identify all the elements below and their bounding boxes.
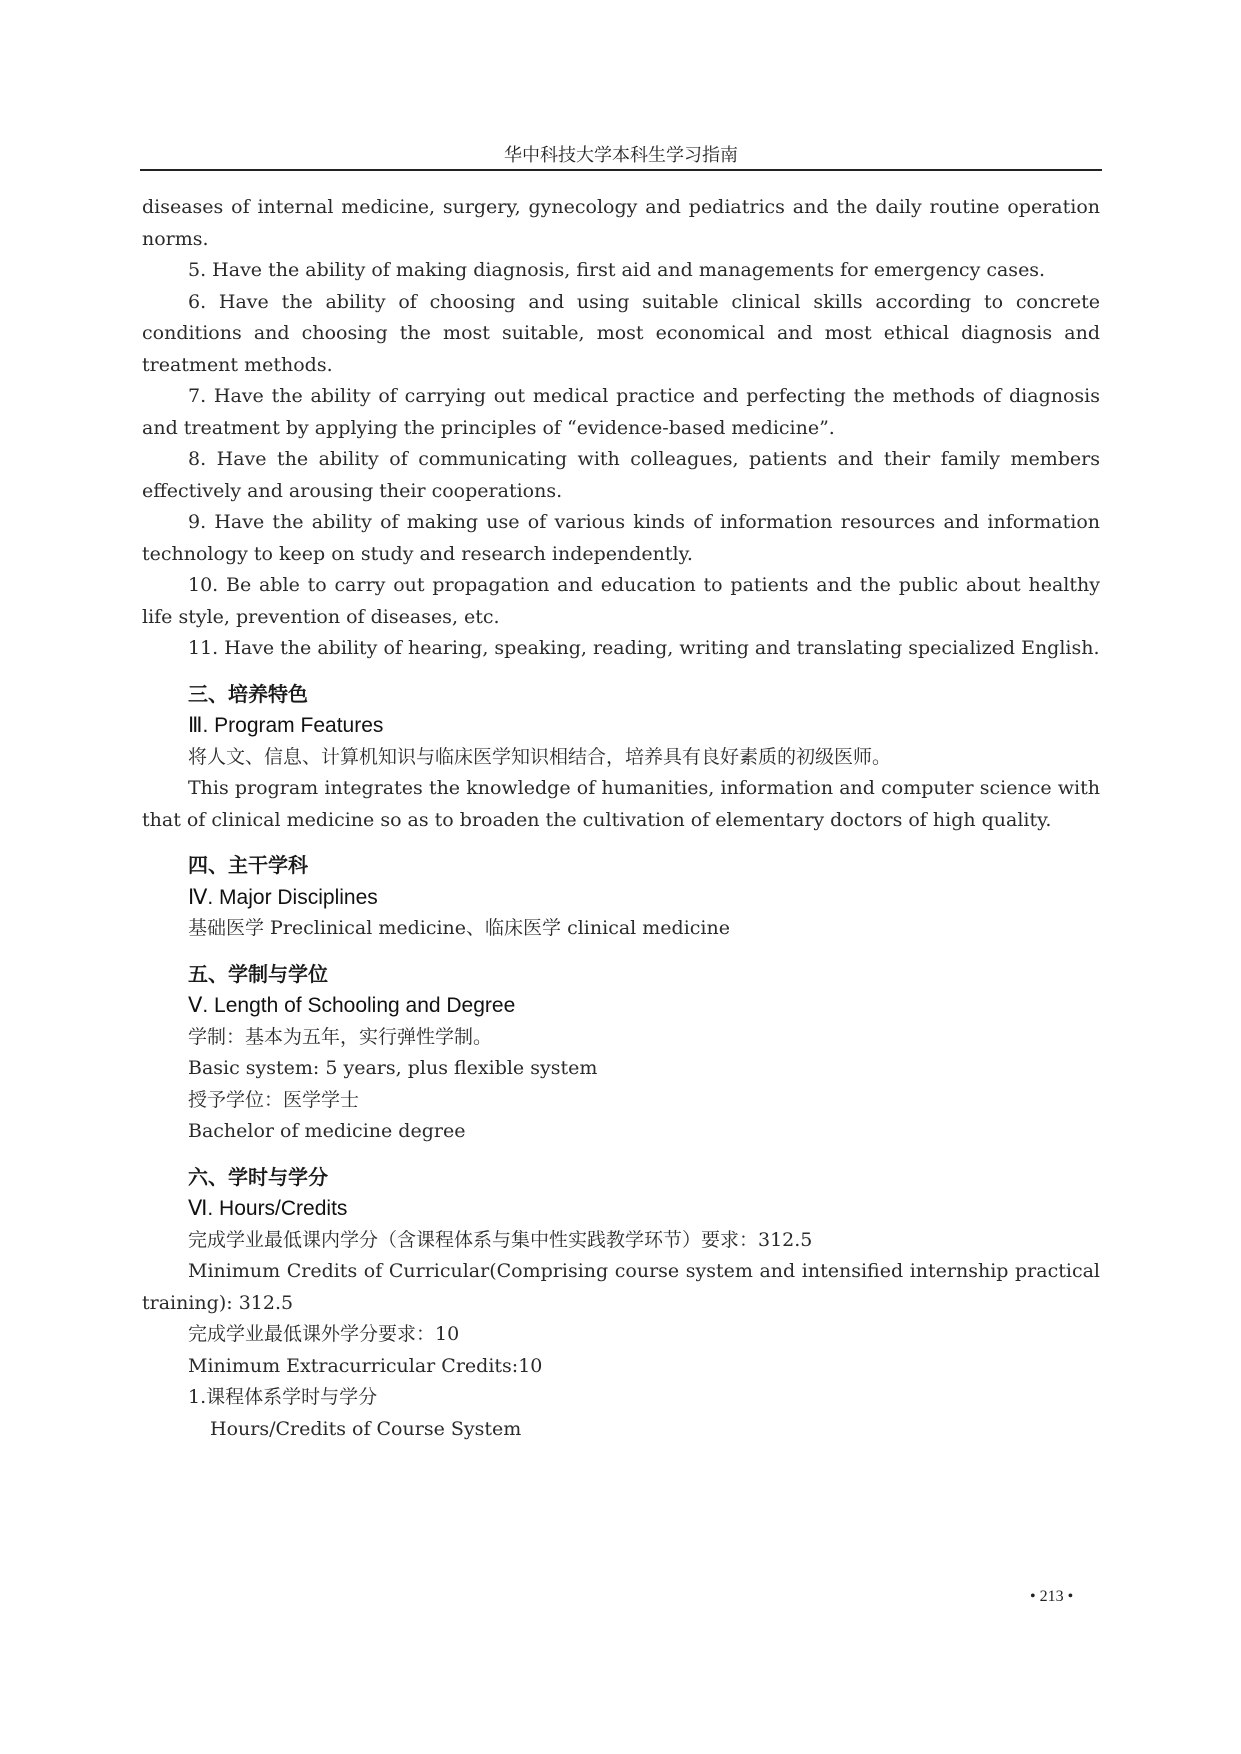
section-3-text-en: This program integrates the knowledge of humanities, information and computer science with that of clinical medicine so as to broaden the cultivation of elementary doctors of high quality. (142, 777, 1100, 831)
section-3-heading-cn: 三、培养特色 (188, 681, 308, 706)
section-6-subheading-en: Hours/Credits of Course System (210, 1417, 522, 1440)
section-6-extra-credits-en: Minimum Extracurricular Credits:10 (188, 1354, 543, 1377)
section-6-subheading-cn: 1.课程体系学时与学分 (188, 1386, 378, 1408)
paragraph-5: 5. Have the ability of making diagnosis, first aid and managements for emergency cases. (188, 259, 1046, 281)
paragraph-10: 10. Be able to carry out propagation and education to patients and the public about healthy life style, prevention of diseases, etc. (142, 574, 1100, 628)
paragraph-11: 11. Have the ability of hearing, speaking, reading, writing and translating specialized English. (188, 637, 1100, 659)
section-6-heading-en: Ⅵ. Hours/Credits (188, 1197, 348, 1220)
paragraph-4-continued: diseases of internal medicine, surgery, gynecology and pediatrics and the daily routine operation norms. (142, 196, 1100, 250)
paragraph-8: 8. Have the ability of communicating with colleagues, patients and their family members effectively and arousing their cooperations. (142, 448, 1100, 502)
section-6-min-credits-cn: 完成学业最低课内学分（含课程体系与集中性实践教学环节）要求：312.5 (188, 1228, 813, 1251)
section-5-degree-cn: 授予学位：医学学士 (188, 1088, 360, 1111)
section-4-text: 基础医学 Preclinical medicine、临床医学 clinical medicine (188, 917, 730, 939)
section-5-degree-en: Bachelor of medicine degree (188, 1120, 466, 1142)
page-body (142, 192, 1100, 1445)
section-5-heading-cn: 五、学制与学位 (188, 961, 328, 986)
section-6-heading-cn: 六、学时与学分 (188, 1164, 328, 1189)
section-3-heading-en: Ⅲ. Program Features (188, 714, 384, 737)
section-5-system-en: Basic system: 5 years, plus flexible system (188, 1057, 598, 1079)
running-header: 华中科技大学本科生学习指南 (504, 145, 738, 166)
paragraph-9: 9. Have the ability of making use of various kinds of information resources and information technology to keep on study and research independently. (142, 511, 1100, 565)
section-5-heading-en: Ⅴ. Length of Schooling and Degree (188, 994, 516, 1017)
section-4-heading-en: Ⅳ. Major Disciplines (188, 885, 378, 909)
section-6-extra-credits-cn: 完成学业最低课外学分要求：10 (188, 1323, 460, 1345)
page-number: • 213 • (1030, 1588, 1074, 1605)
paragraph-7: 7. Have the ability of carrying out medical practice and perfecting the methods of diagnosis and treatment by applying the principles of “evidence-based medicine”. (142, 385, 1100, 439)
section-3-text-cn: 将人文、信息、计算机知识与临床医学知识相结合，培养具有良好素质的初级医师。 (188, 745, 892, 768)
paragraph-6: 6. Have the ability of choosing and using suitable clinical skills according to concrete conditions and choosing the most suitable, most economical and most ethical diagnosis and treatment methods. (142, 290, 1100, 376)
section-6-min-credits-en: Minimum Credits of Curricular(Comprising course system and intensified internship practical training): 312.5 (142, 1260, 1100, 1314)
section-5-system-cn: 学制：基本为五年，实行弹性学制。 (188, 1025, 493, 1048)
section-4-heading-cn: 四、主干学科 (188, 853, 308, 877)
header-rule (140, 169, 1102, 171)
